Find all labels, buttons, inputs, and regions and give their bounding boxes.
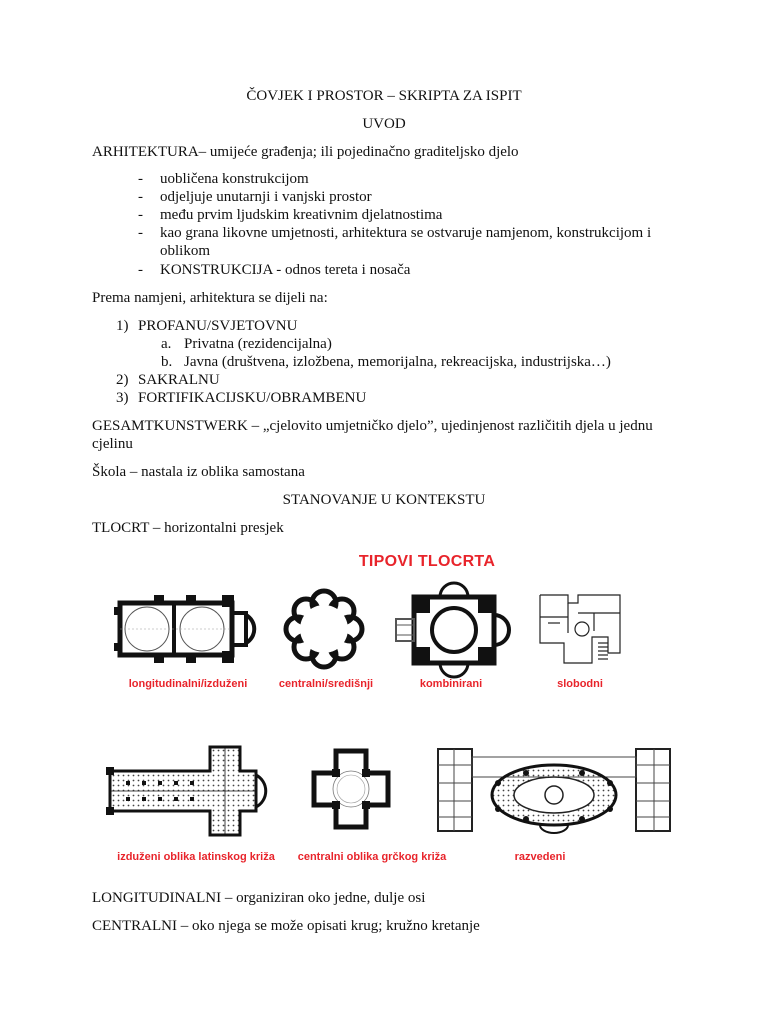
- section-heading-stanovanje: STANOVANJE U KONTEKSTU: [282, 492, 486, 508]
- bullet-item: među prvim ljudskim kreativnim djelatnostima: [160, 207, 443, 223]
- gesamtkunstwerk-line1: GESAMTKUNSTWERK – „cjelovito umjetničko djelo”, ujedinjenost različitih djela u jednu: [92, 418, 653, 434]
- caption-combined: kombinirani: [419, 678, 483, 690]
- centralni-line: CENTRALNI – oko njega se može opisati krug; kružno kretanje: [92, 918, 480, 934]
- sublist-marker: a.: [161, 336, 172, 352]
- skola-line: Škola – nastala iz oblika samostana: [92, 464, 305, 480]
- greek-cross-plan-drawing: [310, 747, 392, 831]
- list-item: PROFANU/SVJETOVNU: [138, 318, 298, 334]
- bullet-item: uobličena konstrukcijom: [160, 171, 309, 187]
- figure-title: TIPOVI TLOCRTA: [358, 553, 496, 570]
- bullet-item-continuation: oblikom: [160, 243, 211, 259]
- gesamtkunstwerk-line2: cjelinu: [92, 436, 133, 452]
- list-number: 1): [116, 318, 129, 334]
- caption-articulated: razvedeni: [514, 851, 566, 863]
- bullet-marker: -: [138, 225, 143, 241]
- caption-longitudinal: longitudinalni/izduženi: [128, 678, 248, 690]
- bullet-marker: -: [138, 171, 143, 187]
- bullet-marker: -: [138, 189, 143, 205]
- section-heading-uvod: UVOD: [362, 116, 406, 132]
- free-plan-drawing: [538, 593, 622, 665]
- caption-greek-cross: centralni oblika grčkog križa: [297, 851, 447, 863]
- central-plan-drawing: [284, 589, 364, 669]
- caption-latin-cross: izduženi oblika latinskog križa: [117, 851, 275, 863]
- list-number: 2): [116, 372, 129, 388]
- caption-central: centralni/središnji: [278, 678, 374, 690]
- arhitektura-definition: ARHITEKTURA– umijeće građenja; ili pojedinačno graditeljsko djelo: [92, 144, 519, 160]
- floor-plan-types-figure: [92, 543, 678, 878]
- list-item: FORTIFIKACIJSKU/OBRAMBENU: [138, 390, 367, 406]
- latin-cross-plan-drawing: [106, 743, 282, 839]
- caption-free: slobodni: [557, 678, 603, 690]
- bullet-marker: -: [138, 262, 143, 278]
- longitudinalni-line: LONGITUDINALNI – organiziran oko jedne, dulje osi: [92, 890, 426, 906]
- list-number: 3): [116, 390, 129, 406]
- bullet-item: odjeljuje unutarnji i vanjski prostor: [160, 189, 372, 205]
- document-title: ČOVJEK I PROSTOR – SKRIPTA ZA ISPIT: [246, 88, 522, 104]
- sublist-marker: b.: [161, 354, 173, 370]
- sublist-item: Privatna (rezidencijalna): [184, 336, 332, 352]
- bullet-item: kao grana likovne umjetnosti, arhitektura se ostvaruje namjenom, konstrukcijom i: [160, 225, 652, 241]
- namjena-intro: Prema namjeni, arhitektura se dijeli na:: [92, 290, 328, 306]
- sublist-item: Javna (društvena, izložbena, memorijalna, rekreacijska, industrijska…): [184, 354, 611, 370]
- longitudinal-plan-drawing: [114, 595, 264, 667]
- tlocrt-line: TLOCRT – horizontalni presjek: [92, 520, 284, 536]
- bullet-marker: -: [138, 207, 143, 223]
- articulated-plan-drawing: [436, 743, 672, 835]
- combined-plan-drawing: [394, 591, 504, 669]
- bullet-item: KONSTRUKCIJA - odnos tereta i nosača: [160, 262, 411, 278]
- list-item: SAKRALNU: [138, 372, 220, 388]
